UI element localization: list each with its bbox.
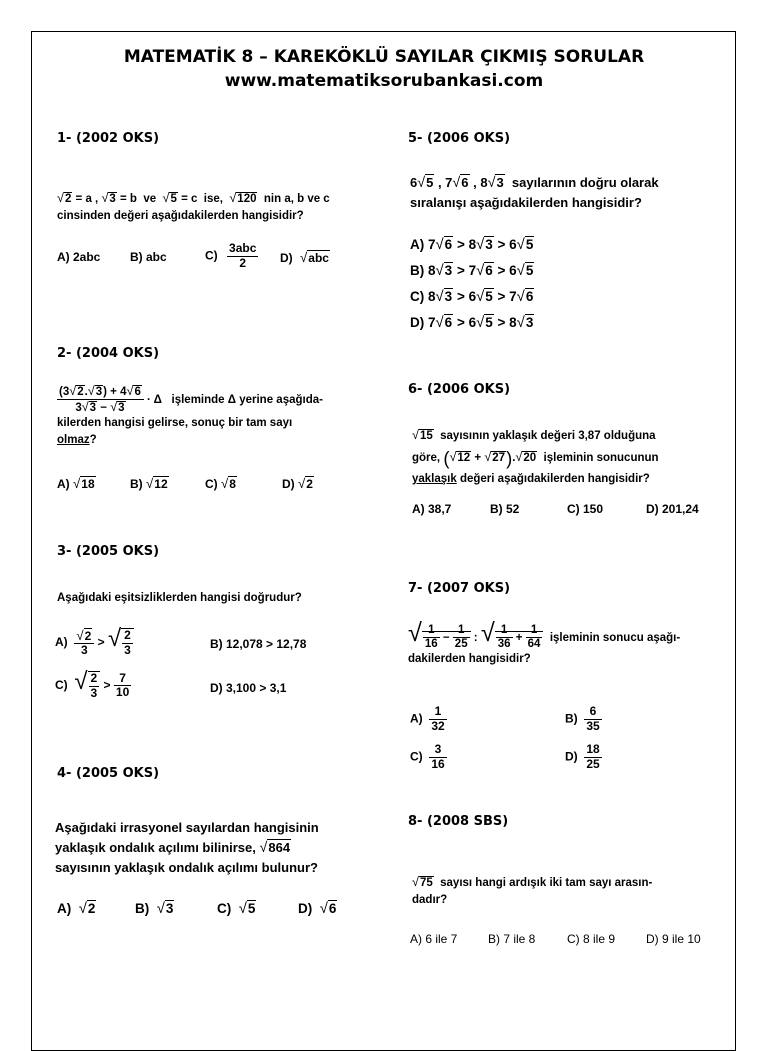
q8-option-c[interactable]: C) 8 ile 9 — [567, 932, 616, 946]
q5-option-b[interactable]: B) 8√3 > 7√6 > 6√5 — [410, 263, 534, 279]
q6-text: √15 sayısının yaklaşık değeri 3,87 olduğuna göre, (√12 + √27).√20 işleminin sonucunun yaklaşık değeri aşağıdakilerden hangisidir? — [412, 428, 659, 485]
q7-heading: 7- (2007 OKS) — [408, 581, 511, 596]
q2-option-a[interactable]: A) √18 — [57, 476, 95, 491]
q1-option-c[interactable]: C) $\frac{\text{3abc}}{2}$ — [205, 241, 257, 270]
q2-option-d[interactable]: D) √2 — [282, 476, 313, 491]
q1-option-d[interactable]: D) √abc — [280, 250, 329, 265]
q7-option-c[interactable]: C) $\frac{3}{16}$ — [410, 742, 445, 771]
q2-option-c[interactable]: C) √8 — [205, 476, 236, 491]
q2-heading: 2- (2004 OKS) — [57, 346, 160, 361]
q5-option-a[interactable]: A) 7√6 > 8√3 > 6√5 — [410, 237, 534, 253]
q7-option-a[interactable]: A) $\frac{1}{32}$ — [410, 704, 445, 733]
q8-option-b[interactable]: B) 7 ile 8 — [488, 932, 536, 946]
q5-option-c[interactable]: C) 8√3 > 6√5 > 7√6 — [410, 289, 534, 305]
q2-text-line3: olmaz — [57, 434, 90, 447]
q8-option-a[interactable]: A) 6 ile 7 — [410, 932, 458, 946]
q4-text-line3: sayısının yaklaşık ondalık açılımı bulunur? — [55, 860, 318, 875]
page-title: MATEMATİK 8 – KAREKÖKLÜ SAYILAR ÇIKMIŞ SORULAR — [123, 47, 645, 67]
q5-text-line2: sıralanışı aşağıdakilerden hangisidir? — [410, 195, 642, 210]
q4-text: Aşağıdaki irrasyonel sayılardan hangisinin yaklaşık ondalık açılımı bilinirse, √864 sayısının yaklaşık ondalık açılımı bulunur? — [55, 818, 375, 878]
q2-option-b[interactable]: B) √12 — [130, 476, 168, 491]
q3-heading: 3- (2005 OKS) — [57, 544, 160, 559]
q8-heading: 8- (2008 SBS) — [408, 814, 509, 829]
q1-option-a[interactable]: A) 2abc — [57, 250, 101, 264]
q3-question: Aşağıdaki eşitsizliklerden hangisi doğrudur? — [57, 592, 302, 604]
q6-option-b[interactable]: B) 52 — [490, 502, 520, 516]
q3-option-b[interactable]: B) 12,078 > 12,78 — [210, 637, 307, 651]
q1-option-b[interactable]: B) abc — [130, 250, 167, 264]
q6-option-c[interactable]: C) 150 — [567, 502, 604, 516]
q1-heading: 1- (2002 OKS) — [57, 131, 160, 146]
q8-text-line2: dadır? — [412, 894, 448, 906]
q6-heading: 6- (2006 OKS) — [408, 382, 511, 397]
q6-option-d[interactable]: D) 201,24 — [646, 502, 699, 516]
q3-option-a[interactable]: A) $\frac{√2}{3}$ > √ $\frac{2}{3}$ — [55, 625, 134, 658]
website-url: www.matematiksorubankasi.com — [224, 71, 544, 91]
q4-text-line1: Aşağıdaki irrasyonel sayılardan hangisinin — [55, 820, 319, 835]
q7-option-b[interactable]: B) $\frac{6}{35}$ — [565, 704, 600, 733]
q5-option-d[interactable]: D) 7√6 > 6√5 > 8√3 — [410, 315, 534, 331]
q4-option-d[interactable]: D) √6 — [298, 901, 337, 917]
q4-option-b[interactable]: B) √3 — [135, 901, 174, 917]
q3-option-d[interactable]: D) 3,100 > 3,1 — [210, 681, 287, 695]
q7-text-line2: dakilerden hangisidir? — [408, 653, 531, 666]
q5-text: 6√5 , 7√6 , 8√3 sayılarının doğru olarak sıralanışı aşağıdakilerden hangisidir? — [410, 173, 730, 213]
q4-option-a[interactable]: A) √2 — [57, 901, 96, 917]
q5-heading: 5- (2006 OKS) — [408, 131, 511, 146]
q3-option-c[interactable]: C) √ $\frac{2}{3}$ > $\frac{7}{10}$ — [55, 668, 130, 700]
q2-text-line2: kilerden hangisi gelirse, sonuç bir tam sayı — [57, 417, 293, 430]
q4-heading: 4- (2005 OKS) — [57, 766, 160, 781]
q8-option-d[interactable]: D) 9 ile 10 — [646, 932, 701, 946]
q1-text-line2: cinsinden değeri aşağıdakilerden hangisidir? — [57, 210, 304, 222]
q8-text: √75 sayısı hangi ardışık iki tam sayı arasın- dadır? — [412, 874, 732, 909]
q2-text: $\frac{(3√2.√3) + 4√6}{3√3 - √3}$ · Δ işleminde Δ yerine aşağıda- kilerden hangisi gelirse, sonuç bir tam sayı olmaz? — [57, 384, 377, 449]
q7-text: √ $\frac{1}{16}$ − $\frac{1}{25}$ : √ $\frac{1}{36}$ + $\frac{1}{64}$ işleminin sonucu aşağı- dakilerden hangisidir? — [408, 624, 728, 668]
q1-text: √2 = a , √3 = b ve √5 = c ise, √120 nin a, b ve c cinsinden değeri aşağıdakilerden hangisidir? — [57, 190, 377, 225]
q7-option-d[interactable]: D) $\frac{18}{25}$ — [565, 742, 600, 771]
q4-option-c[interactable]: C) √5 — [217, 901, 256, 917]
q6-option-a[interactable]: A) 38,7 — [412, 502, 452, 516]
